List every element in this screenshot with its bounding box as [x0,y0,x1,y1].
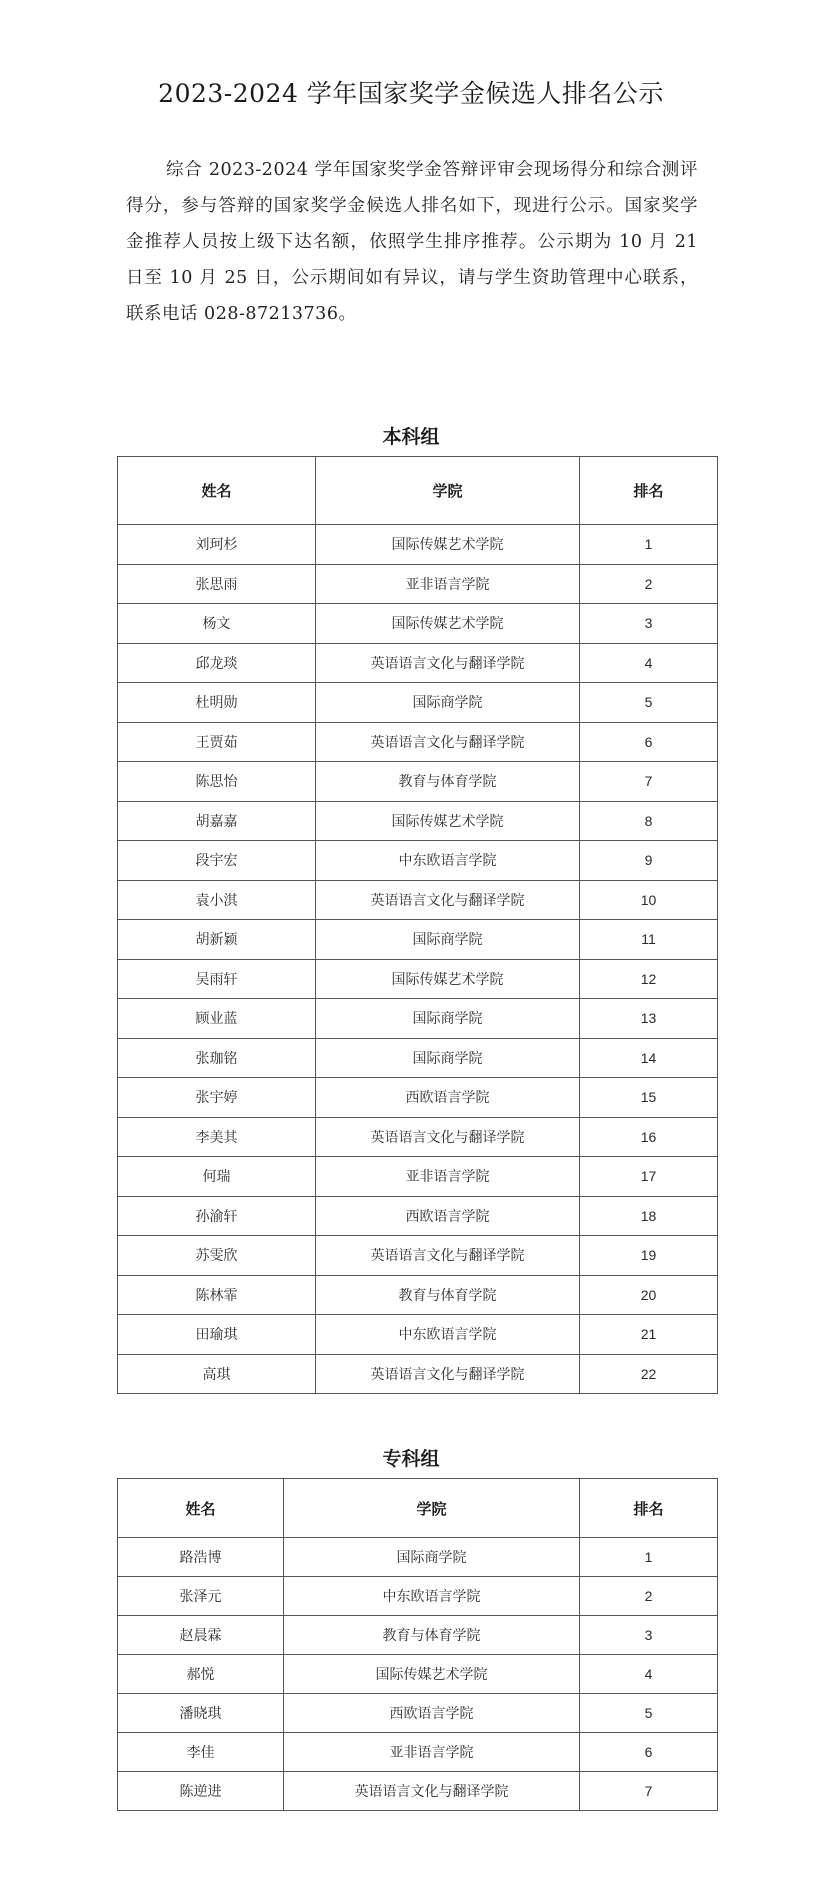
cell-name: 王贾茹 [118,722,316,762]
cell-rank: 11 [580,920,718,960]
cell-name: 杜明勋 [118,683,316,723]
cell-college: 英语语言文化与翻译学院 [316,1117,580,1157]
page-title: 2023-2024 学年国家奖学金候选人排名公示 [158,79,664,108]
cell-name: 张思雨 [118,564,316,604]
cell-name: 刘珂杉 [118,525,316,565]
cell-rank: 3 [580,604,718,644]
cell-rank: 6 [580,1733,718,1772]
cell-rank: 3 [580,1616,718,1655]
table-row [118,959,718,999]
cell-rank: 2 [580,564,718,604]
cell-name: 段宇宏 [118,841,316,881]
table-row [118,604,718,644]
table-row [118,1315,718,1355]
cell-name: 陈思怡 [118,762,316,802]
table-row [118,643,718,683]
cell-rank: 1 [580,525,718,565]
cell-name: 张珈铭 [118,1038,316,1078]
cell-rank: 7 [580,1772,718,1811]
intro-paragraph: 综合 2023-2024 学年国家奖学金答辩评审会现场得分和综合测评得分，参与答辩的国家奖学金候选人排名如下，现进行公示。国家奖学金推荐人员按上级下达名额，依照学生排序推荐。公示期为 10 月 21 日至 10 月 25 日，公示期间如有异议，请与学生资助管理中心联系，联系电话 028-87213736。 [126,160,698,324]
cell-college: 教育与体育学院 [316,1275,580,1315]
cell-name: 袁小淇 [118,880,316,920]
cell-rank: 7 [580,762,718,802]
column-header-college: 学院 [316,457,580,525]
cell-rank: 8 [580,801,718,841]
table-row [118,1038,718,1078]
cell-rank: 1 [580,1538,718,1577]
column-header-college: 学院 [284,1479,580,1538]
cell-name: 顾业蓝 [118,999,316,1039]
cell-name: 张泽元 [118,1577,284,1616]
cell-college: 英语语言文化与翻译学院 [316,1354,580,1394]
cell-college: 英语语言文化与翻译学院 [284,1772,580,1811]
table-row [118,683,718,723]
table-row [118,722,718,762]
cell-name: 郝悦 [118,1655,284,1694]
cell-college: 国际商学院 [316,1038,580,1078]
cell-rank: 6 [580,722,718,762]
table-row [118,1157,718,1197]
cell-rank: 20 [580,1275,718,1315]
cell-name: 潘晓琪 [118,1694,284,1733]
cell-rank: 21 [580,1315,718,1355]
cell-rank: 18 [580,1196,718,1236]
cell-rank: 22 [580,1354,718,1394]
column-header-rank: 排名 [580,1479,718,1538]
table-row [118,920,718,960]
cell-name: 何瑞 [118,1157,316,1197]
table-row [118,1275,718,1315]
cell-name: 孙渝轩 [118,1196,316,1236]
cell-rank: 5 [580,1694,718,1733]
undergrad-table [117,456,718,1394]
table-row [118,1538,718,1577]
college-table [117,1478,718,1811]
cell-college: 国际传媒艺术学院 [316,525,580,565]
cell-name: 赵晨霖 [118,1616,284,1655]
cell-college: 国际商学院 [284,1538,580,1577]
table-row [118,1354,718,1394]
table-row [118,801,718,841]
cell-college: 国际商学院 [316,999,580,1039]
cell-rank: 4 [580,1655,718,1694]
cell-college: 国际商学院 [316,683,580,723]
cell-college: 英语语言文化与翻译学院 [316,1236,580,1276]
college-heading: 专科组 [382,1448,440,1470]
cell-name: 陈林霏 [118,1275,316,1315]
cell-college: 中东欧语言学院 [284,1577,580,1616]
cell-rank: 4 [580,643,718,683]
cell-rank: 13 [580,999,718,1039]
cell-name: 邱龙琰 [118,643,316,683]
table-row [118,1655,718,1694]
cell-college: 教育与体育学院 [284,1616,580,1655]
cell-rank: 9 [580,841,718,881]
table-row [118,525,718,565]
undergrad-heading: 本科组 [382,426,440,448]
cell-college: 国际传媒艺术学院 [316,801,580,841]
cell-college: 教育与体育学院 [316,762,580,802]
table-header-row [118,457,718,525]
table-row [118,1117,718,1157]
cell-rank: 14 [580,1038,718,1078]
cell-college: 亚非语言学院 [316,1157,580,1197]
cell-rank: 5 [580,683,718,723]
table-row [118,762,718,802]
table-row [118,880,718,920]
column-header-name: 姓名 [118,457,316,525]
cell-rank: 2 [580,1577,718,1616]
cell-rank: 19 [580,1236,718,1276]
cell-name: 路浩博 [118,1538,284,1577]
cell-college: 国际商学院 [316,920,580,960]
cell-name: 高琪 [118,1354,316,1394]
cell-name: 胡嘉嘉 [118,801,316,841]
table-row [118,1694,718,1733]
cell-college: 亚非语言学院 [284,1733,580,1772]
cell-college: 英语语言文化与翻译学院 [316,880,580,920]
cell-college: 英语语言文化与翻译学院 [316,643,580,683]
table-header-row [118,1479,718,1538]
table-row [118,1772,718,1811]
table-row [118,999,718,1039]
cell-rank: 16 [580,1117,718,1157]
cell-rank: 15 [580,1078,718,1118]
cell-college: 西欧语言学院 [316,1196,580,1236]
table-row [118,1577,718,1616]
cell-rank: 17 [580,1157,718,1197]
table-row [118,1616,718,1655]
cell-college: 国际传媒艺术学院 [316,604,580,644]
cell-rank: 12 [580,959,718,999]
table-row [118,1733,718,1772]
cell-name: 陈逆进 [118,1772,284,1811]
table-row [118,564,718,604]
cell-name: 李美其 [118,1117,316,1157]
table-row [118,1078,718,1118]
cell-name: 田瑜琪 [118,1315,316,1355]
cell-college: 亚非语言学院 [316,564,580,604]
cell-college: 国际传媒艺术学院 [316,959,580,999]
cell-name: 张宇婷 [118,1078,316,1118]
table-row [118,1236,718,1276]
cell-rank: 10 [580,880,718,920]
table-row [118,841,718,881]
cell-name: 杨文 [118,604,316,644]
cell-college: 西欧语言学院 [284,1694,580,1733]
cell-college: 中东欧语言学院 [316,1315,580,1355]
cell-college: 国际传媒艺术学院 [284,1655,580,1694]
table-row [118,1196,718,1236]
cell-name: 吴雨轩 [118,959,316,999]
cell-college: 西欧语言学院 [316,1078,580,1118]
cell-college: 中东欧语言学院 [316,841,580,881]
cell-name: 胡新颖 [118,920,316,960]
cell-name: 李佳 [118,1733,284,1772]
cell-name: 苏雯欣 [118,1236,316,1276]
cell-college: 英语语言文化与翻译学院 [316,722,580,762]
column-header-rank: 排名 [580,457,718,525]
column-header-name: 姓名 [118,1479,284,1538]
